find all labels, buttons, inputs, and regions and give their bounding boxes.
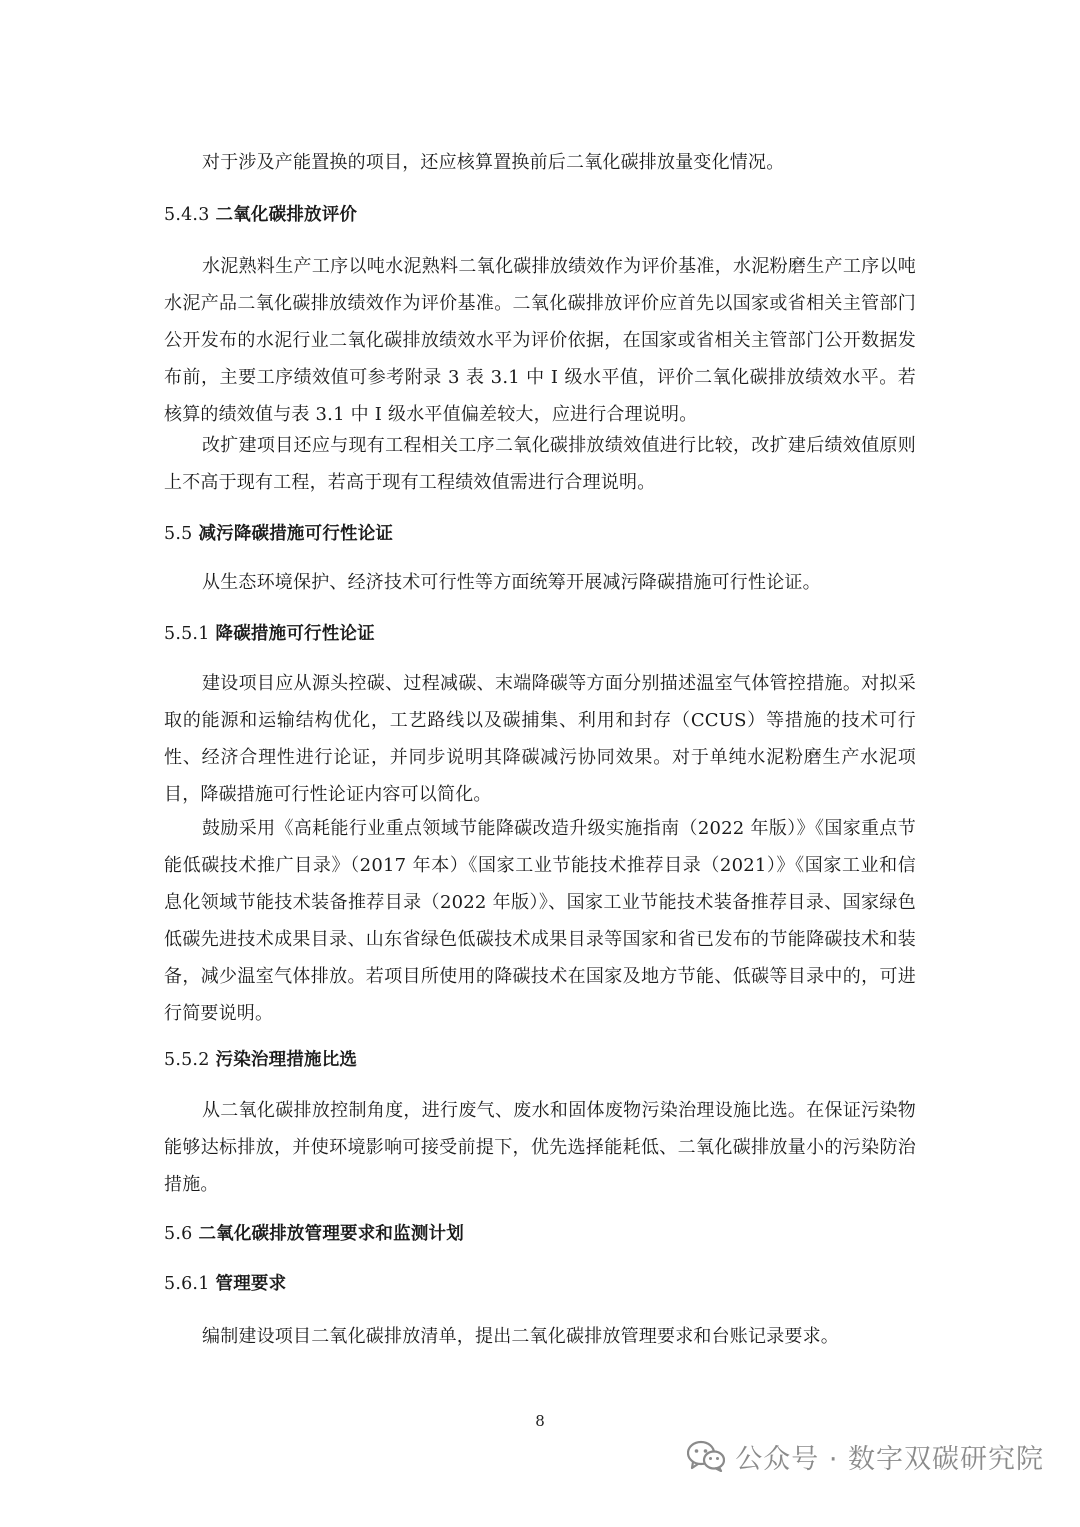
heading-number: 5.4.3 xyxy=(164,205,210,225)
heading-5-6 xyxy=(164,1216,916,1253)
paragraph-management-requirements: 编制建设项目二氧化碳排放清单，提出二氧化碳排放管理要求和台账记录要求。 xyxy=(202,1326,839,1347)
paragraph-carbon-measures: 建设项目应从源头控碳、过程减碳、末端降碳等方面分别描述温室气体管控措施。对拟采取的能源和运输结构优化，工艺路线以及碳捕集、利用和封存（CCUS）等措施的技术可行性、经济合理性进行论证，并同步说明其降碳减污协同效果。对于单纯水泥粉磨生产水泥项目，降碳措施可行性论证内容可以简化。 xyxy=(164,673,916,805)
heading-5-6-1 xyxy=(164,1266,916,1303)
heading-5-5-2 xyxy=(164,1042,916,1079)
watermark-text: 公众号 · 数字双碳研究院 xyxy=(735,1443,1044,1475)
heading-5-5 xyxy=(164,516,916,553)
paragraph-encouraged-technologies: 鼓励采用《高耗能行业重点领域节能降碳改造升级实施指南（2022 年版）》《国家重点节能低碳技术推广目录》（2017 年本）《国家工业节能技术推荐目录（2021）》《国家工业和信息化领域节能技术装备推荐目录（2022 年版）》、国家工业节能技术装备推荐目录、国家绿色低碳先进技术成果目录、山东省绿色低碳技术成果目录等国家和省已发布的节能降碳技术和装备，减少温室气体排放。若项目所使用的降碳技术在国家及地方节能、低碳等目录中的，可进行简要说明。 xyxy=(164,818,916,1024)
paragraph-expansion-comparison: 改扩建项目还应与现有工程相关工序二氧化碳排放绩效值进行比较，改扩建后绩效值原则上不高于现有工程，若高于现有工程绩效值需进行合理说明。 xyxy=(164,435,916,493)
wechat-icon xyxy=(687,1440,725,1472)
heading-title: 减污降碳措施可行性论证 xyxy=(198,524,394,544)
heading-5-4-3 xyxy=(164,197,916,234)
heading-number: 5.6.1 xyxy=(164,1274,210,1294)
heading-number: 5.5.1 xyxy=(164,624,210,644)
watermark xyxy=(687,1436,1044,1476)
heading-title: 污染治理措施比选 xyxy=(215,1050,358,1070)
heading-number: 5.5.2 xyxy=(164,1050,210,1070)
paragraph-emission-evaluation-basis: 水泥熟料生产工序以吨水泥熟料二氧化碳排放绩效作为评价基准，水泥粉磨生产工序以吨水泥产品二氧化碳排放绩效作为评价基准。二氧化碳排放评价应首先以国家或省相关主管部门公开发布的水泥行业二氧化碳排放绩效水平为评价依据，在国家或省相关主管部门公开数据发布前，主要工序绩效值可参考附录 3 表 3.1 中 I 级水平值，评价二氧化碳排放绩效水平。若核算的绩效值与表 3.1 中 I 级水平值偏差较大，应进行合理说明。 xyxy=(164,256,916,425)
paragraph-feasibility-intro: 从生态环境保护、经济技术可行性等方面统筹开展减污降碳措施可行性论证。 xyxy=(202,572,821,593)
heading-number: 5.6 xyxy=(164,1224,193,1244)
paragraph-pollution-treatment: 从二氧化碳排放控制角度，进行废气、废水和固体废物污染治理设施比选。在保证污染物能够达标排放，并使环境影响可接受前提下，优先选择能耗低、二氧化碳排放量小的污染防治措施。 xyxy=(164,1100,916,1195)
heading-title: 二氧化碳排放管理要求和监测计划 xyxy=(198,1224,464,1244)
page-number: 8 xyxy=(535,1412,545,1430)
heading-5-5-1 xyxy=(164,616,916,653)
paragraph-capacity-replacement: 对于涉及产能置换的项目，还应核算置换前后二氧化碳排放量变化情况。 xyxy=(202,152,785,173)
heading-title: 二氧化碳排放评价 xyxy=(215,205,358,225)
heading-number: 5.5 xyxy=(164,524,193,544)
heading-title: 降碳措施可行性论证 xyxy=(215,624,375,644)
heading-title: 管理要求 xyxy=(215,1274,287,1294)
